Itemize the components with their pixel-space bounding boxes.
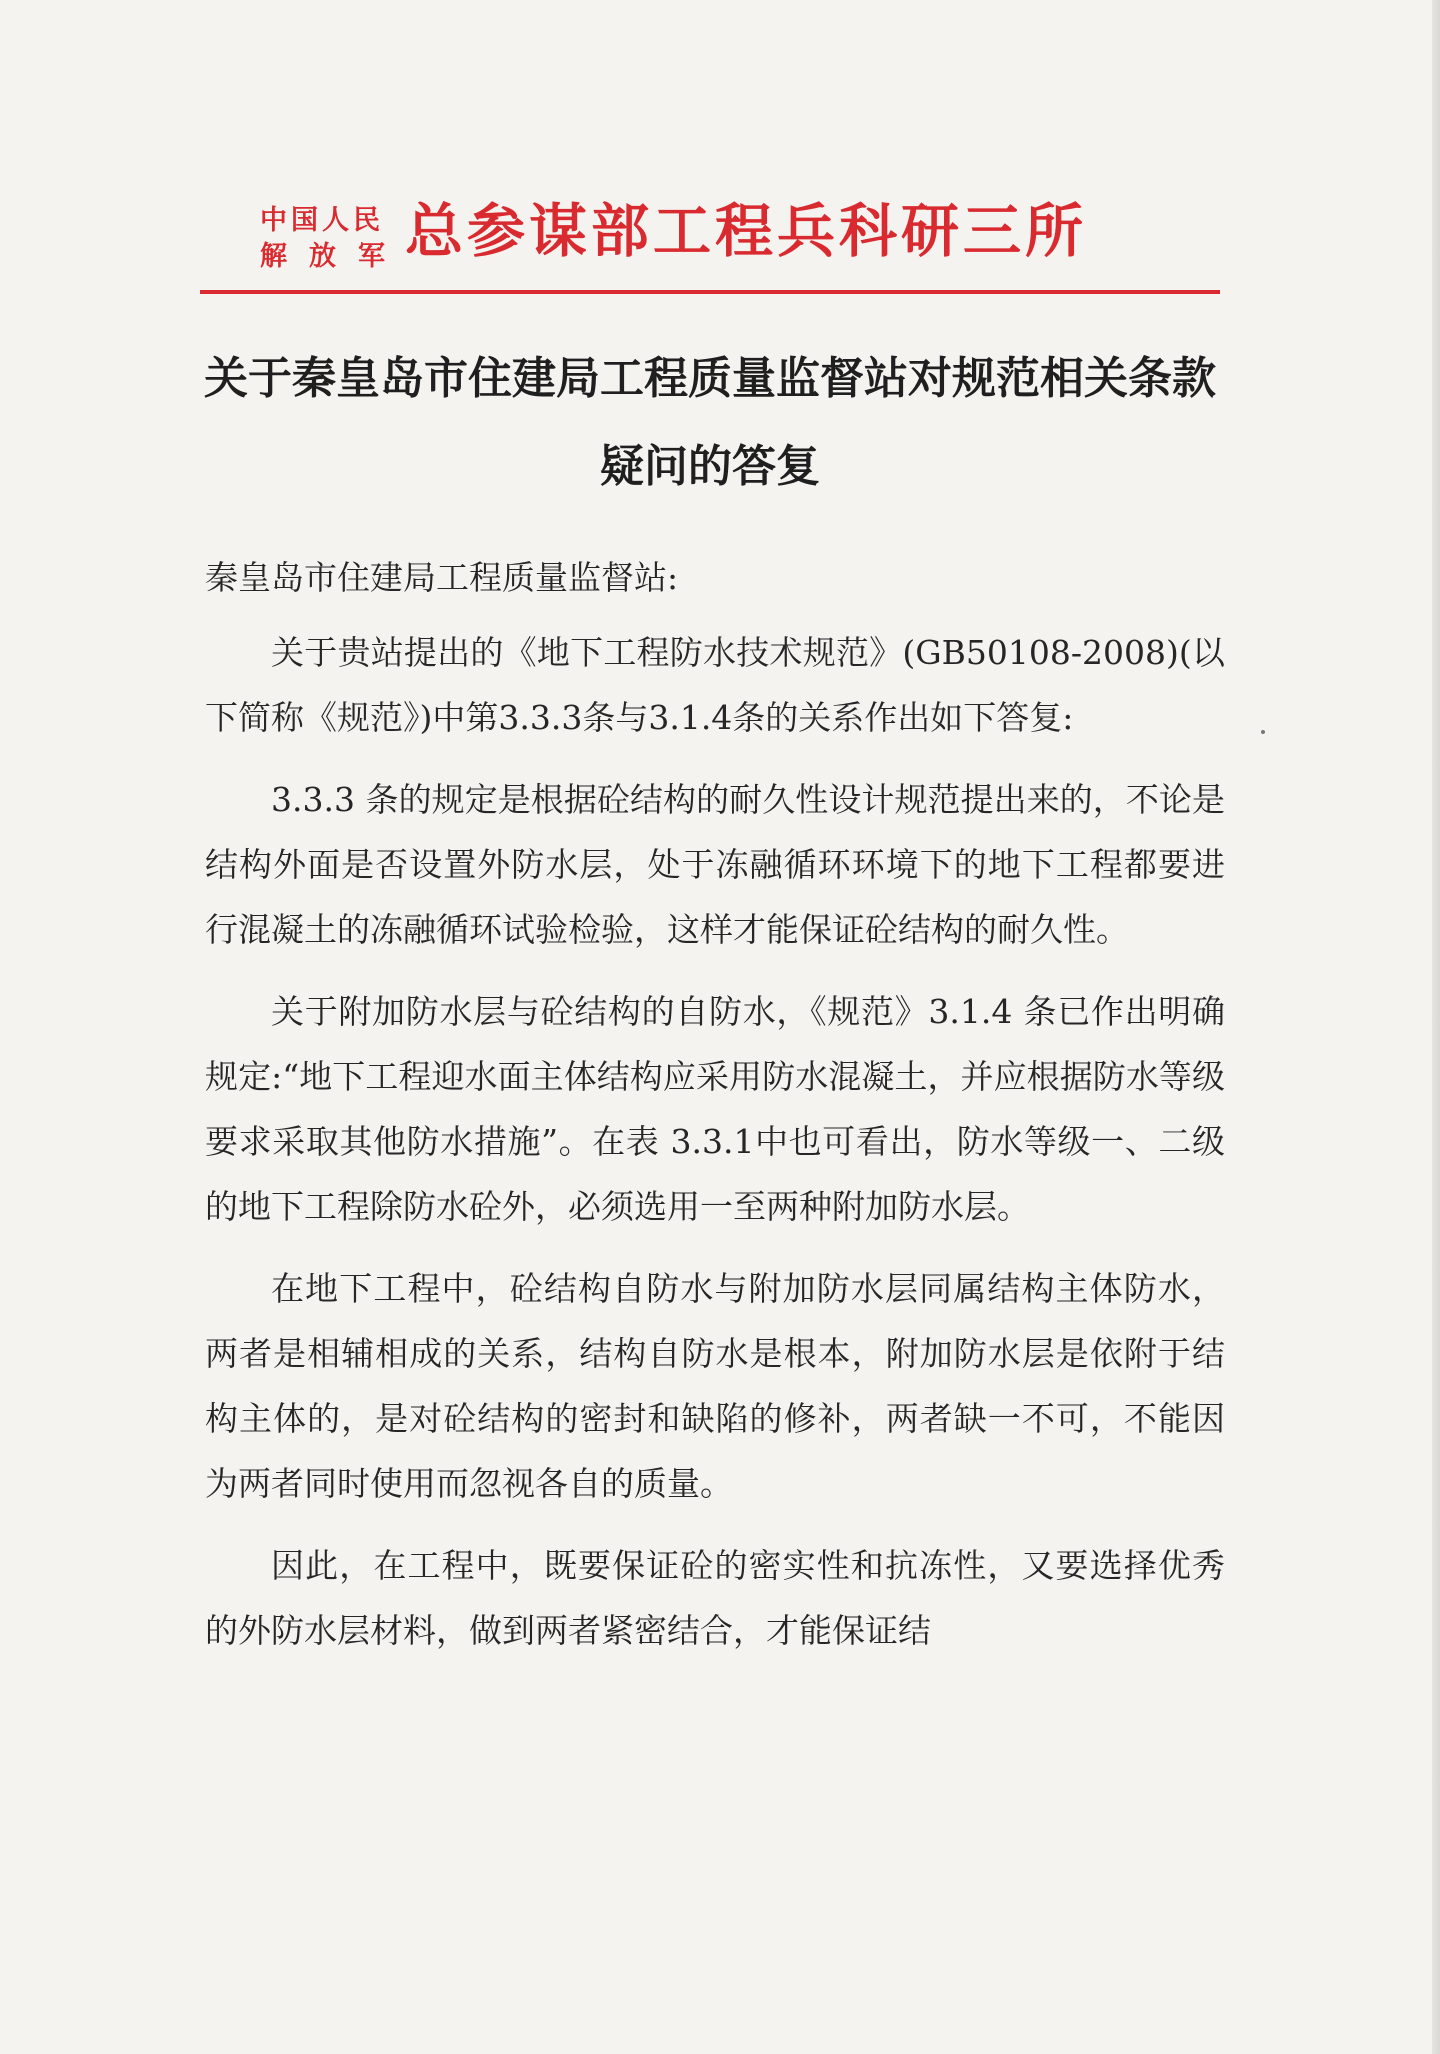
paragraph-3: 关于附加防水层与砼结构的自防水，《规范》3.1.4 条已作出明确规定:“地下工程迎水面主体结构应采用防水混凝土，并应根据防水等级要求采取其他防水措施”。在表 3.3.1中也可看出，防水等级一、二级的地下工程除防水砼外，必须选用一至两种附加防水层。 bbox=[205, 992, 1225, 1226]
paragraph-5: 因此，在工程中，既要保证砼的密实性和抗冻性，又要选择优秀的外防水层材料，做到两者紧密结合，才能保证结 bbox=[205, 1546, 1225, 1650]
org-small-line2: 解放军 bbox=[260, 241, 407, 272]
paragraph-2: 3.3.3 条的规定是根据砼结构的耐久性设计规范提出来的，不论是结构外面是否设置外防水层，处于冻融循环环境下的地下工程都要进行混凝土的冻融循环试验检验，这样才能保证砼结构的耐久性。 bbox=[205, 780, 1225, 949]
salutation: 秦皇岛市住建局工程质量监督站: bbox=[205, 558, 679, 597]
paragraph-1: 关于贵站提出的《地下工程防水技术规范》(GB50108-2008)(以下简称《规范》)中第3.3.3条与3.1.4条的关系作出如下答复: bbox=[205, 633, 1225, 737]
paragraph-4: 在地下工程中，砼结构自防水与附加防水层同属结构主体防水，两者是相辅相成的关系，结构自防水是根本，附加防水层是依附于结构主体的，是对砼结构的密封和缺陷的修补，两者缺一不可，不能因为两者同时使用而忽视各自的质量。 bbox=[205, 1269, 1225, 1503]
letterhead-divider bbox=[200, 290, 1220, 294]
org-name: 总参谋部工程兵科研三所 bbox=[405, 197, 1088, 265]
letterhead bbox=[200, 185, 1220, 295]
org-small-label bbox=[260, 203, 410, 275]
document-title: 关于秦皇岛市住建局工程质量监督站对规范相关条款疑问的答复 bbox=[204, 353, 1216, 492]
scan-speck bbox=[1261, 730, 1265, 734]
document-body bbox=[205, 545, 1225, 1680]
page-edge bbox=[1432, 0, 1440, 2054]
org-small-line1: 中国人民 bbox=[260, 205, 384, 236]
